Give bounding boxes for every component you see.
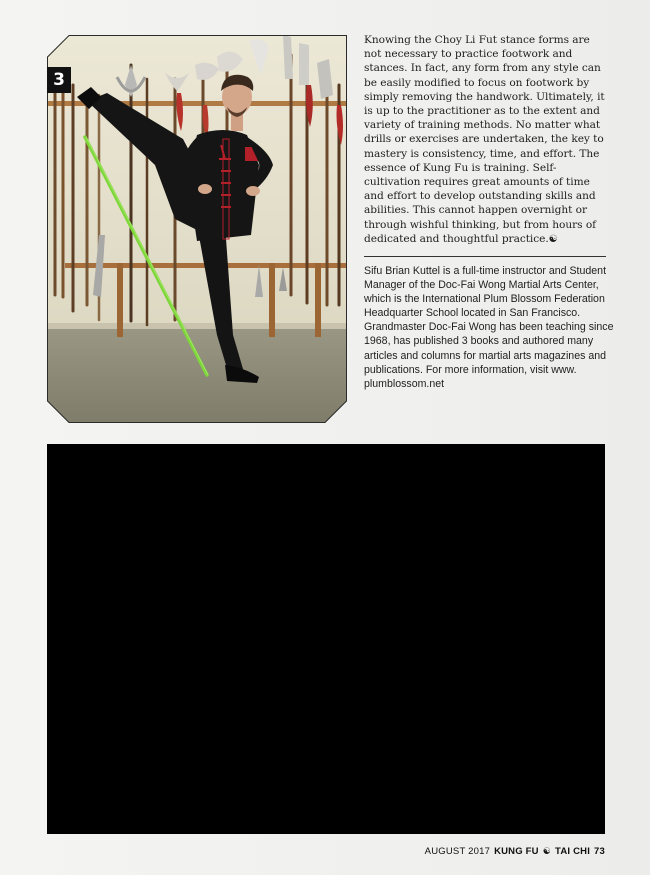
- article-paragraph: [364, 33, 609, 247]
- section-divider: [364, 256, 606, 257]
- article-paragraph-text: Knowing the Choy Li Fut stance forms are not necessary to practice footwork and stances. In fact, any form from any style can be easily modified to focus on footwork by simply removing the handwork. Ultimately, it is up to the practitioner as to the extent and variety of training methods. No matter what drills or exercises are undertaken, the key to mastery is consistency, time, and effort. The essence of Kung Fu is training. Self-cultivation requires great amounts of time and effort to develop outstanding skills and abilities. This cannot happen overnight or through wishful thinking, but from hours of dedicated and thoughtful practice.: [364, 34, 605, 245]
- yin-yang-end-mark: ☯: [548, 233, 558, 245]
- author-bio: [364, 264, 614, 391]
- page-footer: [425, 846, 605, 857]
- footer-page-number: 73: [594, 846, 605, 857]
- author-bio-text: Sifu Brian Kuttel is a full-time instructor and Student Manager of the Doc-Fai Wong Martial Arts Center, which is the International Plum Blossom Federation Headquarter School located in San Francisco. Grandmaster Doc-Fai Wong has been teaching since 1968, has published 3 books and authored many articles and columns for martial arts magazines and publications. For more information, visit www. plumblossom.net: [364, 265, 614, 390]
- figure-number-badge: 3: [47, 67, 71, 93]
- redacted-black-box: [47, 444, 605, 834]
- article-body: [364, 33, 609, 247]
- yin-yang-icon: ☯: [542, 846, 552, 856]
- footer-date: AUGUST 2017: [424, 846, 491, 857]
- footer-magazine-name-part2: TAI CHI: [555, 846, 591, 857]
- kicking-stance-photo: [47, 35, 347, 423]
- footer-magazine-name-part1: KUNG FU: [494, 846, 539, 857]
